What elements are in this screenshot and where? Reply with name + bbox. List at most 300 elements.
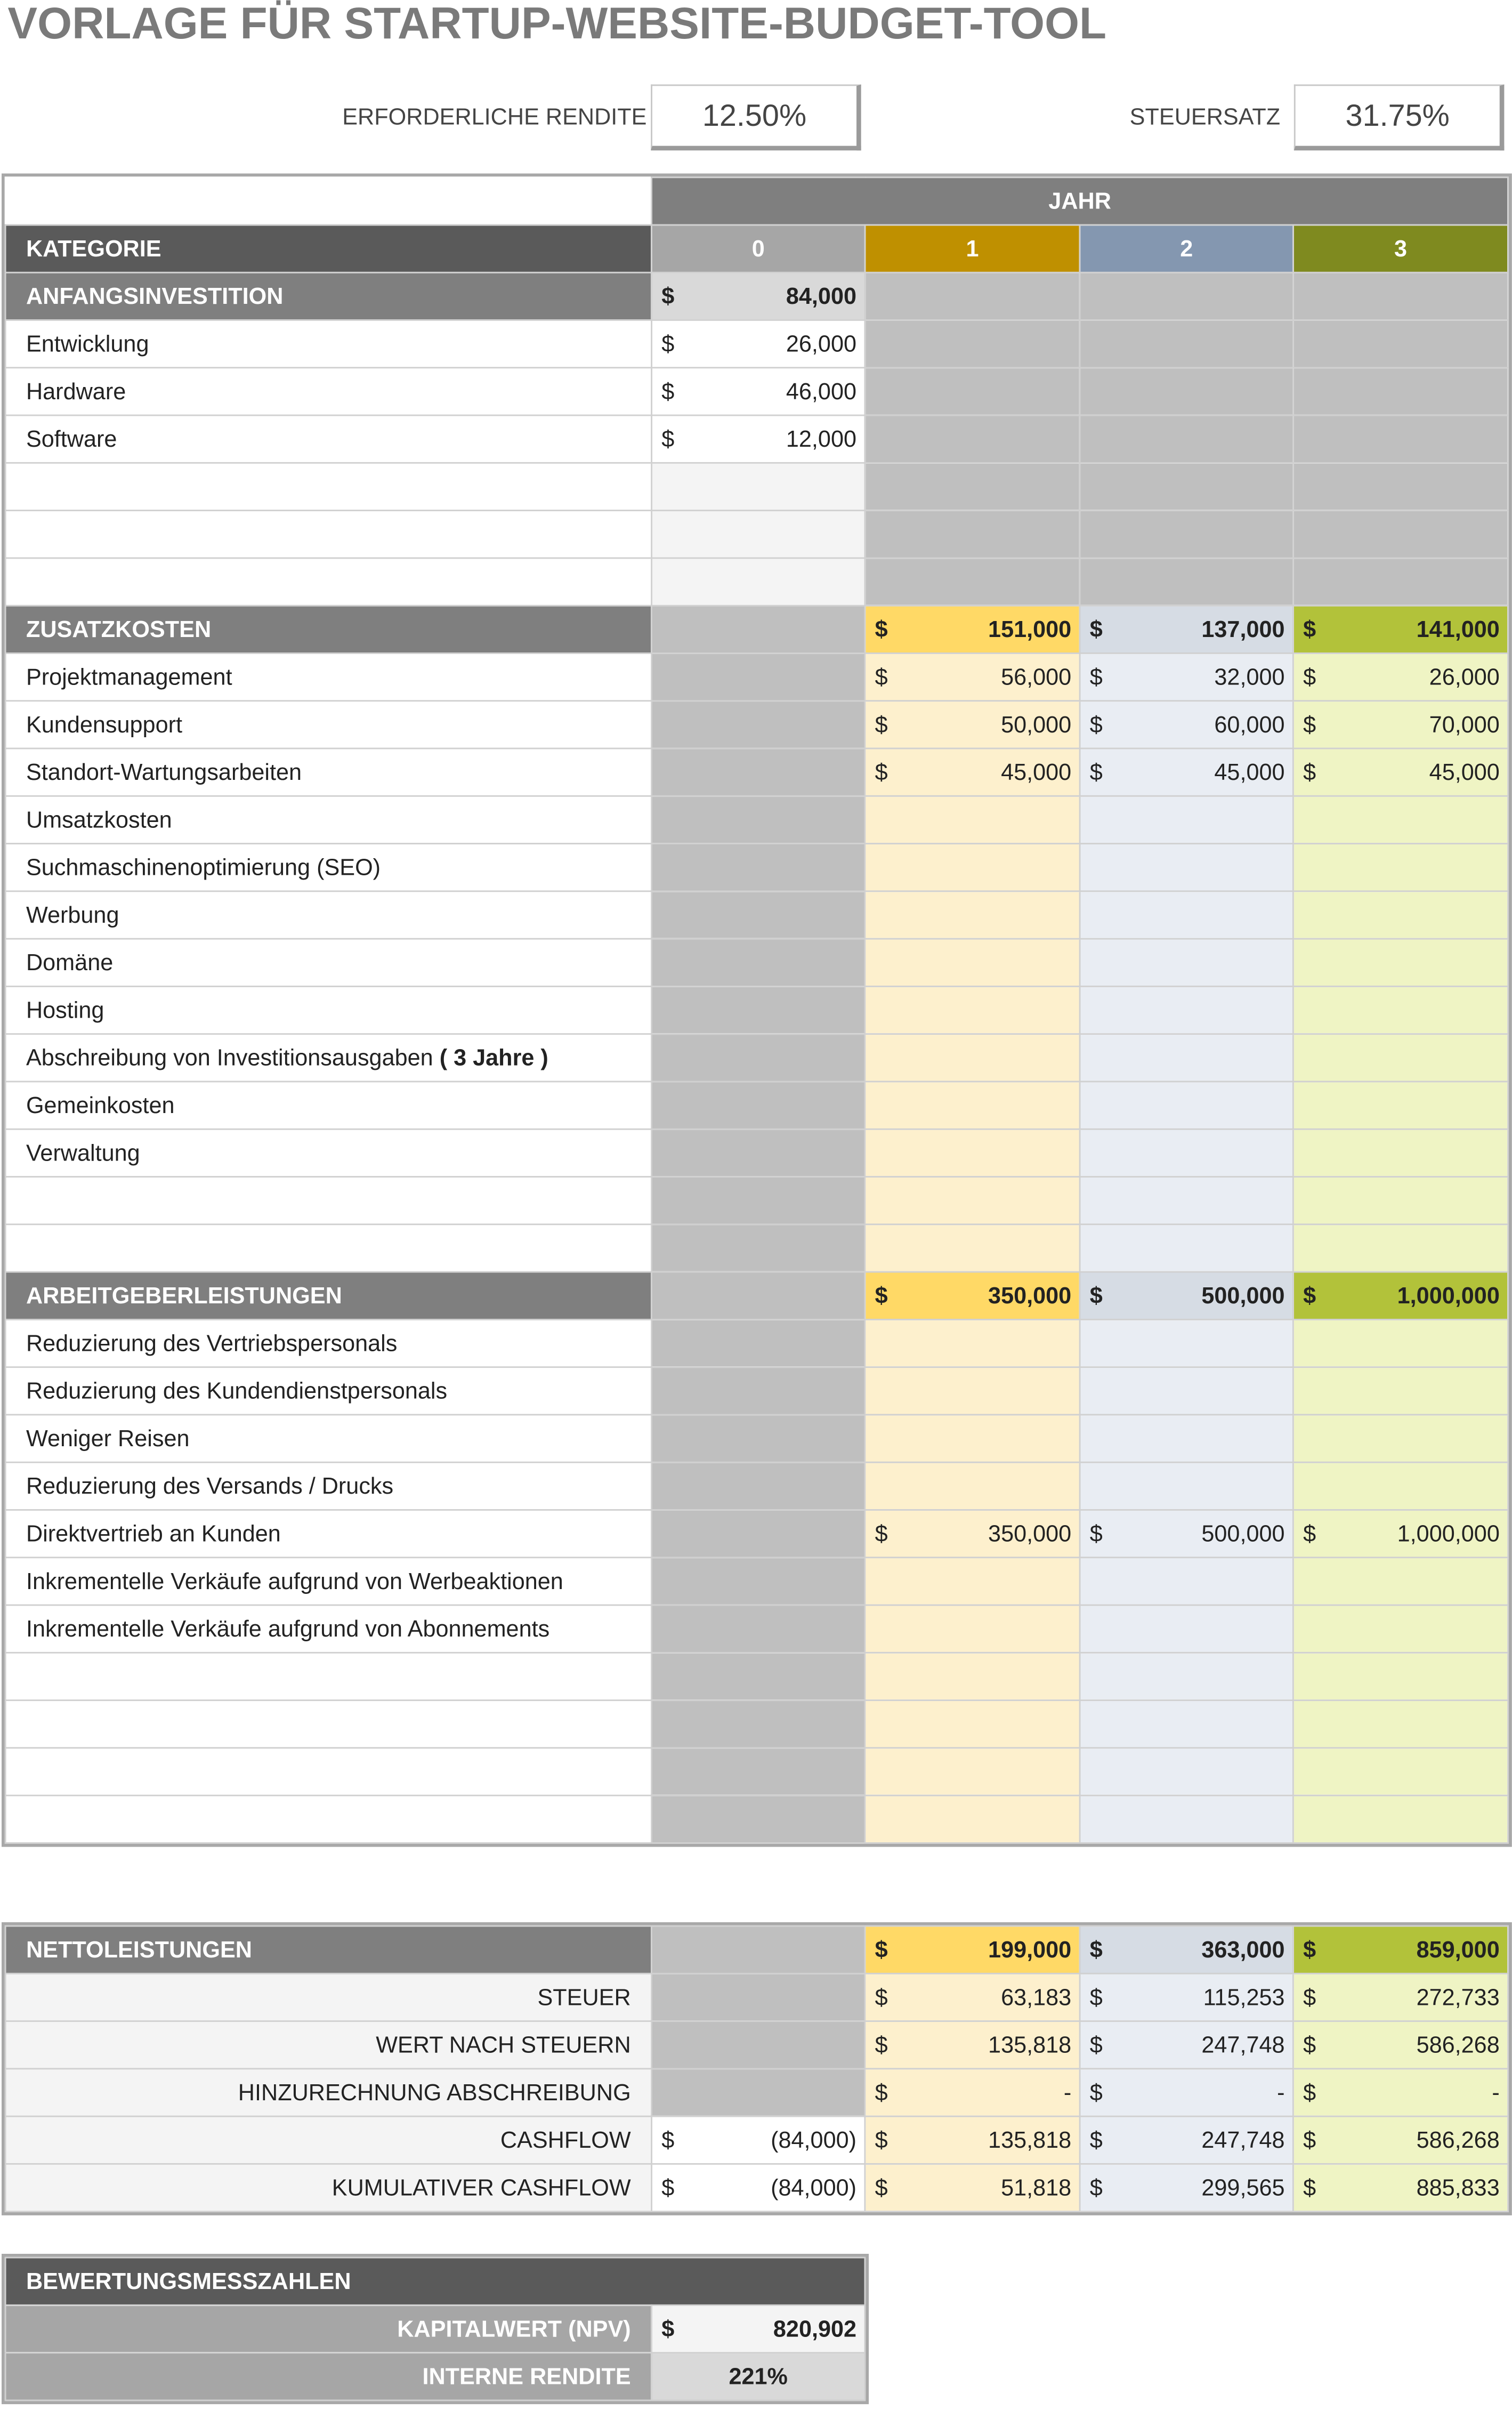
year-3-cell[interactable]	[1293, 1177, 1508, 1224]
currency-symbol: $	[1089, 759, 1103, 786]
amount: 26,000	[1429, 664, 1500, 690]
page-title: VORLAGE FÜR STARTUP-WEBSITE-BUDGET-TOOL	[7, 0, 1107, 50]
amount: 32,000	[1214, 664, 1285, 690]
initial-total[interactable]	[652, 272, 865, 320]
year-1-value[interactable]	[865, 2116, 1080, 2164]
row-label	[5, 1367, 651, 1415]
year-1-cell[interactable]	[865, 1367, 1080, 1415]
year-0-cell[interactable]	[652, 1700, 865, 1748]
year-1-value[interactable]	[865, 1510, 1080, 1557]
year-0-cell[interactable]	[652, 1272, 865, 1319]
year-1-cell[interactable]	[865, 891, 1080, 939]
year-1-cell[interactable]	[865, 1653, 1080, 1700]
year-0-cell[interactable]	[652, 844, 865, 891]
year-2-total[interactable]	[1080, 1272, 1293, 1319]
benefits-section-header	[5, 1272, 1508, 1319]
year-2-value[interactable]	[1080, 2069, 1293, 2116]
currency-symbol: $	[875, 664, 888, 690]
year-0-cell[interactable]	[652, 1367, 865, 1415]
year-cell[interactable]	[865, 272, 1080, 320]
year-3-total[interactable]	[1293, 1926, 1508, 1973]
year-0-cell[interactable]	[652, 1558, 865, 1605]
amount: 46,000	[786, 378, 857, 405]
amount: (84,000)	[771, 2127, 857, 2154]
year-0-cell[interactable]	[652, 1177, 865, 1224]
year-1-value[interactable]	[865, 2069, 1080, 2116]
currency-symbol: $	[1303, 2127, 1316, 2154]
amount: 84,000	[786, 283, 857, 310]
empty-row	[5, 558, 1508, 606]
year-1-cell[interactable]	[865, 1605, 1080, 1653]
year-2-cell[interactable]	[1080, 891, 1293, 939]
year-3-cell[interactable]	[1293, 844, 1508, 891]
year-2-cell[interactable]	[1080, 1415, 1293, 1462]
year-1-cell[interactable]	[865, 1082, 1080, 1129]
row-label: STEUER	[5, 1973, 651, 2021]
year-3-value[interactable]	[1293, 1973, 1508, 2021]
year-3-cell[interactable]	[1293, 891, 1508, 939]
table-row	[5, 415, 1508, 463]
year-1-total[interactable]	[865, 606, 1080, 653]
amount: 137,000	[1201, 616, 1285, 643]
year-2-cell[interactable]	[1080, 1653, 1293, 1700]
table-row	[5, 1605, 1508, 1653]
year-1-cell[interactable]	[865, 939, 1080, 986]
row-label-text: Projektmanagement	[26, 664, 232, 690]
year-0-cell[interactable]	[652, 2021, 865, 2069]
year-0-cell[interactable]	[652, 1462, 865, 1510]
year-3-cell[interactable]	[1293, 1319, 1508, 1367]
row-label: HINZURECHNUNG ABSCHREIBUNG	[5, 2069, 651, 2116]
year-3-value[interactable]	[1293, 2069, 1508, 2116]
row-label: CASHFLOW	[5, 2116, 651, 2164]
year-0-cell[interactable]	[652, 939, 865, 986]
year-0-cell[interactable]	[652, 606, 865, 653]
currency-symbol: $	[1303, 664, 1316, 690]
year-2-value[interactable]	[1080, 701, 1293, 748]
year-0-value[interactable]	[652, 2164, 865, 2211]
row-label-text: Abschreibung von Investitionsausgaben	[26, 1044, 433, 1071]
required-return-input[interactable]: 12.50%	[651, 84, 861, 150]
year-cell[interactable]	[1080, 272, 1293, 320]
year-1-cell[interactable]	[865, 1462, 1080, 1510]
year-3-cell[interactable]	[1293, 1795, 1508, 1843]
year-0-cell[interactable]	[652, 1605, 865, 1653]
year-0-cell[interactable]	[652, 986, 865, 1034]
year-3-value[interactable]	[1293, 748, 1508, 796]
amount: 51,818	[1001, 2174, 1072, 2201]
currency-symbol: $	[875, 759, 888, 786]
year-cell[interactable]	[865, 463, 1080, 510]
year-header: JAHR	[652, 178, 1508, 225]
row-label-text: Umsatzkosten	[26, 807, 172, 833]
currency-symbol: $	[875, 1937, 888, 1963]
row-label	[5, 1129, 651, 1176]
year-3-cell[interactable]	[1293, 1415, 1508, 1462]
year-0-value[interactable]	[652, 320, 865, 367]
year-cell[interactable]	[1080, 463, 1293, 510]
year-cell[interactable]	[1080, 558, 1293, 606]
year-0-cell[interactable]	[652, 701, 865, 748]
irr-value[interactable]: 221%	[652, 2353, 865, 2400]
year-cell[interactable]	[1293, 558, 1508, 606]
row-label[interactable]	[5, 558, 651, 606]
year-cell[interactable]	[1080, 415, 1293, 463]
year-2-value[interactable]	[1080, 2164, 1293, 2211]
year-0-cell[interactable]	[652, 748, 865, 796]
table-row	[5, 1129, 1508, 1176]
amount: 199,000	[988, 1937, 1072, 1963]
row-label	[5, 796, 651, 843]
currency-symbol: $	[661, 283, 675, 310]
year-3-total[interactable]	[1293, 1272, 1508, 1319]
currency-symbol: $	[1303, 616, 1316, 643]
year-1-cell[interactable]	[865, 1558, 1080, 1605]
year-0-cell[interactable]	[652, 1129, 865, 1176]
table-row	[5, 1034, 1508, 1082]
amount: 272,733	[1416, 1984, 1500, 2011]
year-3-value[interactable]	[1293, 1510, 1508, 1557]
section-title: ARBEITGEBERLEISTUNGEN	[5, 1272, 651, 1319]
year-1-value[interactable]	[865, 701, 1080, 748]
currency-symbol: $	[1089, 616, 1103, 643]
row-label	[5, 701, 651, 748]
row-label-suffix: ( 3 Jahre )	[439, 1044, 548, 1071]
currency-symbol: $	[661, 378, 675, 405]
year-cell[interactable]	[1293, 368, 1508, 415]
year-2-total[interactable]	[1080, 606, 1293, 653]
year-header-row	[5, 178, 1508, 225]
row-label-text: Hosting	[26, 997, 104, 1023]
amount: 63,183	[1001, 1984, 1072, 2011]
year-0-cell[interactable]	[652, 1926, 865, 1973]
row-label[interactable]	[5, 1653, 651, 1700]
section-title: NETTOLEISTUNGEN	[5, 1926, 651, 1973]
table-row	[5, 368, 1508, 415]
empty-row	[5, 511, 1508, 558]
year-1-cell[interactable]	[865, 796, 1080, 843]
year-cell[interactable]	[1293, 415, 1508, 463]
amount: 586,268	[1416, 2032, 1500, 2058]
year-1-header: 1	[865, 225, 1080, 272]
amount: 135,818	[988, 2127, 1072, 2154]
year-2-value[interactable]	[1080, 748, 1293, 796]
currency-symbol: $	[1303, 1283, 1316, 1309]
amount: 247,748	[1201, 2127, 1285, 2154]
year-cell[interactable]	[865, 368, 1080, 415]
row-label	[5, 1319, 651, 1367]
year-3-cell[interactable]	[1293, 1082, 1508, 1129]
year-1-cell[interactable]	[865, 1415, 1080, 1462]
table-row	[5, 986, 1508, 1034]
year-3-cell[interactable]	[1293, 1605, 1508, 1653]
extra-section-header	[5, 606, 1508, 653]
year-2-cell[interactable]	[1080, 1319, 1293, 1367]
year-0-cell[interactable]	[652, 558, 865, 606]
year-3-value[interactable]	[1293, 653, 1508, 700]
empty-row	[5, 1795, 1508, 1843]
row-label[interactable]	[5, 1795, 651, 1843]
row-label	[5, 653, 651, 700]
year-1-value[interactable]	[865, 1973, 1080, 2021]
amount: 45,000	[1429, 759, 1500, 786]
year-0-cell[interactable]	[652, 796, 865, 843]
table-row	[5, 701, 1508, 748]
year-3-cell[interactable]	[1293, 1653, 1508, 1700]
year-cell[interactable]	[865, 320, 1080, 367]
year-1-cell[interactable]	[865, 986, 1080, 1034]
amount: 500,000	[1201, 1283, 1285, 1309]
currency-symbol: $	[1303, 2174, 1316, 2201]
year-1-total[interactable]	[865, 1272, 1080, 1319]
row-label[interactable]	[5, 1748, 651, 1795]
year-2-cell[interactable]	[1080, 1034, 1293, 1082]
year-2-cell[interactable]	[1080, 1224, 1293, 1272]
tax-rate-input[interactable]: 31.75%	[1294, 84, 1505, 150]
year-0-cell[interactable]	[652, 1973, 865, 2021]
amount: 299,565	[1201, 2174, 1285, 2201]
year-0-cell[interactable]	[652, 653, 865, 700]
year-0-cell[interactable]	[652, 1748, 865, 1795]
currency-symbol: $	[661, 426, 675, 453]
row-label: Entwicklung	[5, 320, 651, 367]
year-3-value[interactable]	[1293, 2021, 1508, 2069]
table-row	[5, 1319, 1508, 1367]
year-0-cell[interactable]	[652, 1510, 865, 1557]
year-2-cell[interactable]	[1080, 796, 1293, 843]
year-2-cell[interactable]	[1080, 1558, 1293, 1605]
year-3-header: 3	[1293, 225, 1508, 272]
year-cell[interactable]	[865, 558, 1080, 606]
table-row	[5, 796, 1508, 843]
year-2-value[interactable]	[1080, 2116, 1293, 2164]
currency-symbol: $	[875, 1283, 888, 1309]
year-1-value[interactable]	[865, 748, 1080, 796]
currency-symbol: $	[875, 1984, 888, 2011]
currency-symbol: $	[1089, 1984, 1103, 2011]
year-3-value[interactable]	[1293, 2116, 1508, 2164]
year-cell[interactable]	[1080, 511, 1293, 558]
amount: 350,000	[988, 1520, 1072, 1547]
row-label	[5, 1605, 651, 1653]
currency-symbol: $	[661, 2174, 675, 2201]
currency-symbol: $	[1303, 2032, 1316, 2058]
year-3-total[interactable]	[1293, 606, 1508, 653]
year-3-cell[interactable]	[1293, 986, 1508, 1034]
year-2-value[interactable]	[1080, 1510, 1293, 1557]
row-label	[5, 1558, 651, 1605]
currency-symbol: $	[661, 2127, 675, 2154]
year-cell[interactable]	[1293, 511, 1508, 558]
year-2-cell[interactable]	[1080, 1605, 1293, 1653]
currency-symbol: $	[1089, 1937, 1103, 1963]
year-0-cell[interactable]	[652, 891, 865, 939]
year-0-value[interactable]	[652, 368, 865, 415]
row-label-text: Werbung	[26, 902, 119, 928]
year-1-cell[interactable]	[865, 1700, 1080, 1748]
year-1-value[interactable]	[865, 2164, 1080, 2211]
year-0-cell[interactable]	[652, 1415, 865, 1462]
table-row	[5, 2116, 1508, 2164]
year-1-cell[interactable]	[865, 844, 1080, 891]
year-cell[interactable]	[865, 415, 1080, 463]
year-0-header: 0	[652, 225, 865, 272]
amount: -	[1492, 2079, 1500, 2106]
table-row	[5, 1415, 1508, 1462]
row-label[interactable]	[5, 511, 651, 558]
row-label[interactable]	[5, 463, 651, 510]
year-2-cell[interactable]	[1080, 1700, 1293, 1748]
year-2-cell[interactable]	[1080, 1082, 1293, 1129]
table-row	[5, 1510, 1508, 1557]
year-0-cell[interactable]	[652, 463, 865, 510]
year-2-cell[interactable]	[1080, 1177, 1293, 1224]
currency-symbol: $	[1089, 1283, 1103, 1309]
row-label[interactable]	[5, 1700, 651, 1748]
row-label: WERT NACH STEUERN	[5, 2021, 651, 2069]
year-cell[interactable]	[1080, 320, 1293, 367]
table-row	[5, 2021, 1508, 2069]
table-row	[5, 1367, 1508, 1415]
row-label-text: Inkrementelle Verkäufe aufgrund von Abonnements	[26, 1616, 550, 1642]
year-0-cell[interactable]	[652, 1319, 865, 1367]
currency-symbol: $	[875, 2174, 888, 2201]
year-1-cell[interactable]	[865, 1034, 1080, 1082]
year-2-cell[interactable]	[1080, 939, 1293, 986]
row-label-text: Reduzierung des Versands / Drucks	[26, 1473, 394, 1500]
metrics-header-row	[5, 2258, 865, 2305]
year-2-cell[interactable]	[1080, 844, 1293, 891]
year-2-total[interactable]	[1080, 1926, 1293, 1973]
year-0-value[interactable]	[652, 415, 865, 463]
row-label-text: Inkrementelle Verkäufe aufgrund von Werbeaktionen	[26, 1568, 563, 1594]
year-0-cell[interactable]	[652, 1082, 865, 1129]
year-0-cell[interactable]	[652, 511, 865, 558]
table-row	[5, 1558, 1508, 1605]
currency-symbol: $	[1089, 1520, 1103, 1547]
currency-symbol: $	[661, 2316, 675, 2342]
year-0-value[interactable]	[652, 2116, 865, 2164]
currency-symbol: $	[1089, 2127, 1103, 2154]
year-1-cell[interactable]	[865, 1319, 1080, 1367]
currency-symbol: $	[1303, 1520, 1316, 1547]
row-label	[5, 939, 651, 986]
year-0-cell[interactable]	[652, 1653, 865, 1700]
year-cell[interactable]	[1293, 463, 1508, 510]
amount: 70,000	[1429, 711, 1500, 738]
npv-label: KAPITALWERT (NPV)	[5, 2305, 651, 2352]
currency-symbol: $	[875, 1520, 888, 1547]
table-row	[5, 748, 1508, 796]
year-0-cell[interactable]	[652, 1224, 865, 1272]
year-3-cell[interactable]	[1293, 1748, 1508, 1795]
year-1-value[interactable]	[865, 2021, 1080, 2069]
row-label-text: Reduzierung des Vertriebspersonals	[26, 1330, 398, 1357]
table-row	[5, 1973, 1508, 2021]
currency-symbol: $	[875, 711, 888, 738]
npv-value: 820,902	[773, 2316, 857, 2342]
year-2-value[interactable]	[1080, 653, 1293, 700]
amount: 885,833	[1416, 2174, 1500, 2201]
year-1-total[interactable]	[865, 1926, 1080, 1973]
year-3-cell[interactable]	[1293, 1224, 1508, 1272]
year-1-cell[interactable]	[865, 1795, 1080, 1843]
category-header: KATEGORIE	[5, 225, 651, 272]
amount: 151,000	[988, 616, 1072, 643]
year-cell[interactable]	[865, 511, 1080, 558]
year-2-cell[interactable]	[1080, 1795, 1293, 1843]
year-cell[interactable]	[1080, 368, 1293, 415]
currency-symbol: $	[1089, 664, 1103, 690]
amount: 586,268	[1416, 2127, 1500, 2154]
year-1-cell[interactable]	[865, 1224, 1080, 1272]
amount: 26,000	[786, 331, 857, 357]
table-row	[5, 1082, 1508, 1129]
row-label: Hardware	[5, 368, 651, 415]
year-2-value[interactable]	[1080, 2021, 1293, 2069]
amount: -	[1277, 2079, 1285, 2106]
year-2-cell[interactable]	[1080, 986, 1293, 1034]
year-0-cell[interactable]	[652, 2069, 865, 2116]
year-2-value[interactable]	[1080, 1973, 1293, 2021]
year-cell[interactable]	[1293, 320, 1508, 367]
year-3-cell[interactable]	[1293, 1558, 1508, 1605]
row-label[interactable]	[5, 1177, 651, 1224]
year-3-cell[interactable]	[1293, 1034, 1508, 1082]
year-2-cell[interactable]	[1080, 1462, 1293, 1510]
npv-value-cell[interactable]	[652, 2305, 865, 2352]
table-row	[5, 653, 1508, 700]
year-3-cell[interactable]	[1293, 939, 1508, 986]
row-label-text: Verwaltung	[26, 1140, 140, 1166]
table-row	[5, 844, 1508, 891]
amount: 56,000	[1001, 664, 1072, 690]
year-3-cell[interactable]	[1293, 1129, 1508, 1176]
year-3-cell[interactable]	[1293, 796, 1508, 843]
year-3-value[interactable]	[1293, 701, 1508, 748]
year-3-cell[interactable]	[1293, 1700, 1508, 1748]
currency-symbol: $	[875, 2032, 888, 2058]
currency-symbol: $	[1303, 1937, 1316, 1963]
year-3-value[interactable]	[1293, 2164, 1508, 2211]
year-0-cell[interactable]	[652, 1034, 865, 1082]
year-0-cell[interactable]	[652, 1795, 865, 1843]
year-1-cell[interactable]	[865, 1129, 1080, 1176]
amount: 135,818	[988, 2032, 1072, 2058]
row-label	[5, 986, 651, 1034]
currency-symbol: $	[1089, 2174, 1103, 2201]
year-1-cell[interactable]	[865, 1177, 1080, 1224]
currency-symbol: $	[1303, 711, 1316, 738]
amount: 363,000	[1201, 1937, 1285, 1963]
row-label: Software	[5, 415, 651, 463]
year-2-cell[interactable]	[1080, 1129, 1293, 1176]
empty-row	[5, 1653, 1508, 1700]
row-label	[5, 1462, 651, 1510]
table-row	[5, 320, 1508, 367]
year-2-cell[interactable]	[1080, 1748, 1293, 1795]
year-3-cell[interactable]	[1293, 1367, 1508, 1415]
year-2-cell[interactable]	[1080, 1367, 1293, 1415]
year-1-cell[interactable]	[865, 1748, 1080, 1795]
year-3-cell[interactable]	[1293, 1462, 1508, 1510]
amount: (84,000)	[771, 2174, 857, 2201]
row-label: KUMULATIVER CASHFLOW	[5, 2164, 651, 2211]
metrics-title: BEWERTUNGSMESSZAHLEN	[5, 2258, 865, 2305]
year-1-value[interactable]	[865, 653, 1080, 700]
row-label[interactable]	[5, 1224, 651, 1272]
year-cell[interactable]	[1293, 272, 1508, 320]
